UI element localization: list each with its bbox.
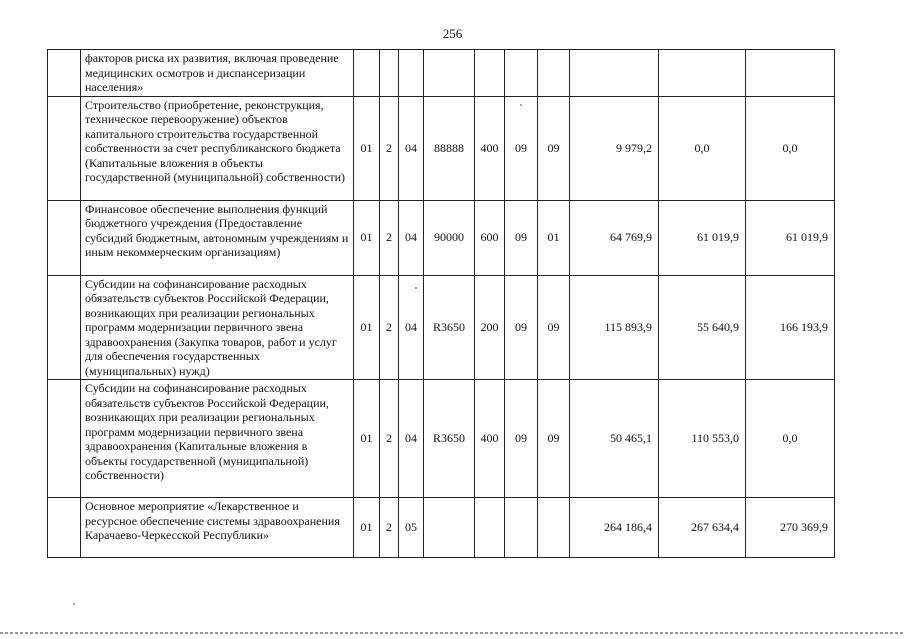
blank-cell [48,96,81,200]
code-cell [424,498,475,558]
blank-cell [48,275,81,380]
code-cell: 400 [475,380,505,498]
code-cell [475,498,505,558]
description-cell: Строительство (приобретение, реконструкция, техническое перевооружение) объектов капитального строительства государственной собственности за счет республиканского бюджета (Капитальные вложения в объекты государственной (муниципальной) собственности) [81,96,354,200]
code-cell: 09 [505,200,538,275]
blank-cell [48,50,81,97]
code-cell: 09 [505,380,538,498]
value-cell: 110 553,0 [659,380,746,498]
code-cell: 04 [399,275,424,380]
code-cell [475,50,505,97]
description-cell: Финансовое обеспечение выполнения функций бюджетного учреждения (Предоставление субсидий бюджетным, автономным учреждениям и иным некоммерческим организациям) [81,200,354,275]
value-cell: 0,0 [746,96,835,200]
table-row [48,50,835,97]
code-cell: 09 [505,275,538,380]
value-cell: 267 634,4 [659,498,746,558]
table-row [48,275,835,380]
description-cell: Основное мероприятие «Лекарственное и ресурсное обеспечение системы здравоохранения Карачаево-Черкесской Республики» [81,498,354,558]
code-cell: 09 [505,96,538,200]
code-cell [399,50,424,97]
blank-cell [48,498,81,558]
code-cell [538,50,570,97]
value-cell: 115 893,9 [570,275,659,380]
value-cell [746,50,835,97]
code-cell: 200 [475,275,505,380]
code-cell: 09 [538,275,570,380]
code-cell: 01 [354,498,380,558]
code-cell: 04 [399,380,424,498]
scan-speck [415,287,417,289]
code-cell: 04 [399,96,424,200]
code-cell: 400 [475,96,505,200]
scan-speck [73,603,75,605]
code-cell: 2 [380,200,399,275]
description-cell: Субсидии на софинансирование расходных обязательств субъектов Российской Федерации, возникающих при реализации региональных программ модернизации первичного звена здравоохранения (Закупка товаров, работ и услуг для обеспечения государственных (муниципальных) нужд) [81,275,354,380]
code-cell: 05 [399,498,424,558]
code-cell: 2 [380,380,399,498]
code-cell [424,50,475,97]
code-cell: 09 [538,380,570,498]
value-cell: 264 186,4 [570,498,659,558]
code-cell: 2 [380,275,399,380]
description-cell: Субсидии на софинансирование расходных обязательств субъектов Российской Федерации, возникающих при реализации региональных программ модернизации первичного звена здравоохранения (Капитальные вложения в объекты государственной (муниципальной) собственности) [81,380,354,498]
blank-cell [48,200,81,275]
code-cell: 09 [538,96,570,200]
code-cell: 88888 [424,96,475,200]
page-number: 256 [442,26,463,41]
code-cell: 90000 [424,200,475,275]
code-cell [538,498,570,558]
code-cell: 04 [399,200,424,275]
table-row [48,498,835,558]
value-cell: 9 979,2 [570,96,659,200]
value-cell: 55 640,9 [659,275,746,380]
blank-cell [48,380,81,498]
table-row [48,200,835,275]
value-cell: 0,0 [659,96,746,200]
code-cell [354,50,380,97]
code-cell: 01 [354,200,380,275]
value-cell: 61 019,9 [659,200,746,275]
code-cell: R3650 [424,380,475,498]
value-cell [570,50,659,97]
scan-edge-line [0,632,905,634]
code-cell: 01 [538,200,570,275]
value-cell: 64 769,9 [570,200,659,275]
code-cell [505,50,538,97]
code-cell: 01 [354,275,380,380]
value-cell: 61 019,9 [746,200,835,275]
code-cell: 01 [354,380,380,498]
value-cell: 50 465,1 [570,380,659,498]
table-row [48,96,835,200]
value-cell: 0,0 [746,380,835,498]
value-cell: 166 193,9 [746,275,835,380]
description-cell: факторов риска их развития, включая проведение медицинских осмотров и диспансеризации населения» [81,50,354,97]
value-cell [659,50,746,97]
code-cell [380,50,399,97]
code-cell: R3650 [424,275,475,380]
code-cell: 2 [380,96,399,200]
code-cell: 01 [354,96,380,200]
code-cell: 2 [380,498,399,558]
scan-speck [520,104,522,106]
table-row [48,380,835,498]
value-cell: 270 369,9 [746,498,835,558]
code-cell: 600 [475,200,505,275]
code-cell [505,498,538,558]
budget-table [47,49,835,558]
